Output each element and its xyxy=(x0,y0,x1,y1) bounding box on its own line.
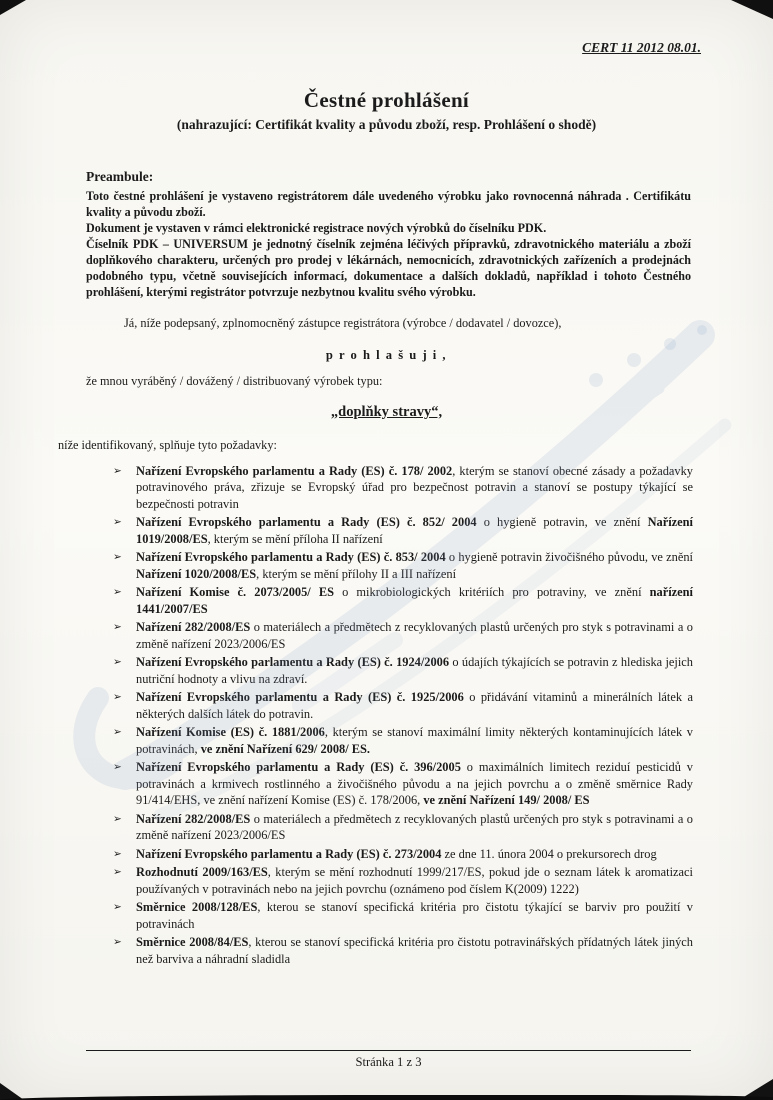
arrow-bullet-icon: ➢ xyxy=(113,761,122,774)
declaration-verb: p r o h l a š u j i , xyxy=(325,347,448,362)
requirement-text: Nařízení 282/2008/ES o materiálech a předmětech z recyklovaných plastů určených pro styk s potravinami a o změně nařízení 2023/2006/ES xyxy=(136,620,693,651)
cert-reference-text: CERT 11 2012 08.01. xyxy=(582,40,701,55)
requirement-text: Nařízení Evropského parlamentu a Rady (ES) č. 1924/2006 o údajích týkajících se potravin z hlediska jejich nutriční hodnoty a vlivu na zdraví. xyxy=(136,655,693,686)
requirement-text: Nařízení Evropského parlamentu a Rady (ES) č. 178/ 2002, kterým se stanoví obecné zásady a požadavky potravinového práva, zřizuje se Evropský úřad pro bezpečnost potravin a stanoví se postupy týkající se bezpečnosti potravin xyxy=(136,463,693,511)
requirement-item xyxy=(113,514,693,547)
page-footer xyxy=(86,1050,691,1070)
requirement-item xyxy=(113,811,693,844)
requirement-text: Nařízení Evropského parlamentu a Rady (ES) č. 396/2005 o maximálních limitech reziduí pesticidů v potravinách a krmivech rostlinného a živočišného původu a na jejich povrchu a o změně směrnice Rady 91/414/EHS, ve znění nařízení Komise (ES) č. 178/2006, ve znění Nařízení 149/ 2008/ ES xyxy=(136,760,694,808)
requirement-text: Rozhodnutí 2009/163/ES, kterým se mění rozhodnutí 1999/217/ES, pokud jde o seznam látek k aromatizaci používaných v potravinách nebo na jejich povrchu (oznámeno pod číslem K(2009) 1222) xyxy=(136,865,693,896)
arrow-bullet-icon: ➢ xyxy=(113,726,122,739)
preamble-paragraph: Dokument je vystaven v rámci elektronické registrace nových výrobků do číselníku PDK. xyxy=(86,221,547,236)
requirement-item xyxy=(113,759,693,809)
requirement-text: Směrnice 2008/128/ES, kterou se stanoví specifická kritéria pro čistotu týkající se barviv pro použití v potravinách xyxy=(136,900,693,931)
arrow-bullet-icon: ➢ xyxy=(113,847,122,860)
arrow-bullet-icon: ➢ xyxy=(113,901,122,914)
product-type-line: že mnou vyráběný / dovážený / distribuovaný výrobek typu: xyxy=(86,373,383,388)
requirement-item xyxy=(113,864,693,897)
requirement-item xyxy=(113,463,693,513)
arrow-bullet-icon: ➢ xyxy=(113,691,122,704)
document-title: Čestné prohlášení xyxy=(303,88,470,112)
requirement-text: Nařízení Komise (ES) č. 1881/2006, kterým se stanoví maximální limity některých kontaminujících látek v potravinách, ve znění Nařízení 629/ 2008/ ES. xyxy=(136,725,693,756)
arrow-bullet-icon: ➢ xyxy=(113,551,122,564)
arrow-bullet-icon: ➢ xyxy=(113,866,122,879)
requirement-text: Nařízení Komise č. 2073/2005/ ES o mikrobiologických kritériích pro potraviny, ve znění nařízení 1441/2007/ES xyxy=(136,585,693,616)
requirement-text: Nařízení Evropského parlamentu a Rady (ES) č. 273/2004 ze dne 11. února 2004 o prekursorech drog xyxy=(136,846,657,861)
preamble-paragraph: Číselník PDK – UNIVERSUM je jednotný číselník zejména léčivých přípravků, zdravotnického materiálu a zboží doplňkového charakteru, určených pro prodej v lékárnách, nemocnicích, zdravotnických zařízeních a prodejnách podobného typu, včetně souvisejících informací, dokumentace a dalších dokladů, například i tohoto Čestného prohlášení, kterými registrátor potvrzuje nezbytnou kvalitu svého výrobku. xyxy=(86,237,691,300)
arrow-bullet-icon: ➢ xyxy=(113,936,122,949)
arrow-bullet-icon: ➢ xyxy=(113,656,122,669)
page-number: Stránka 1 z 3 xyxy=(355,1055,422,1069)
requirement-item xyxy=(113,689,693,722)
scan-bottom-edge-artifact xyxy=(0,1095,773,1100)
preamble-paragraphs xyxy=(0,188,773,301)
declarant-intro: Já, níže podepsaný, zplnomocněný zástupce registrátora (výrobce / dodavatel / dovozce), xyxy=(124,315,562,330)
scan-corner-artifact-top-left xyxy=(0,0,26,15)
requirement-item xyxy=(113,584,693,617)
arrow-bullet-icon: ➢ xyxy=(113,464,122,477)
requirement-item xyxy=(113,619,693,652)
preamble-paragraph: Toto čestné prohlášení je vystaveno registrátorem dále uvedeného výrobku jako rovnocenná náhrada . Certifikátu kvality a původu zboží. xyxy=(86,189,691,220)
arrow-bullet-icon: ➢ xyxy=(113,621,122,634)
requirements-intro: níže identifikovaný, splňuje tyto požadavky: xyxy=(58,437,277,452)
requirement-item xyxy=(113,846,693,863)
requirement-item xyxy=(113,934,693,967)
footer-divider xyxy=(86,1050,691,1051)
scan-corner-artifact-top-right xyxy=(731,0,773,19)
requirement-item xyxy=(113,899,693,932)
requirement-text: Směrnice 2008/84/ES, kterou se stanoví specifická kritéria pro čistotu potravinářských přídatných látek jiných než barviva a náhradní sladidla xyxy=(136,935,693,966)
arrow-bullet-icon: ➢ xyxy=(113,586,122,599)
requirement-item xyxy=(113,724,693,757)
cert-reference xyxy=(0,0,773,56)
preamble-heading: Preambule: xyxy=(86,169,154,184)
requirement-text: Nařízení Evropského parlamentu a Rady (ES) č. 1925/2006 o přidávání vitaminů a minerálních látek a některých dalších látek do potravin. xyxy=(136,690,693,721)
requirement-text: Nařízení 282/2008/ES o materiálech a předmětech z recyklovaných plastů určených pro styk s potravinami a o změně nařízení 2023/2006/ES xyxy=(136,811,693,843)
product-type: „doplňky stravy“, xyxy=(330,403,443,420)
document-subtitle: (nahrazující: Certifikát kvality a původu zboží, resp. Prohlášení o shodě) xyxy=(176,117,597,132)
arrow-bullet-icon: ➢ xyxy=(113,516,122,529)
requirement-text: Nařízení Evropského parlamentu a Rady (ES) č. 852/ 2004 o hygieně potravin, ve znění Nařízení 1019/2008/ES, kterým se mění příloha II nařízení xyxy=(136,515,693,546)
requirement-text: Nařízení Evropského parlamentu a Rady (ES) č. 853/ 2004 o hygieně potravin živočišného původu, ve znění Nařízení 1020/2008/ES, kterým se mění přílohy II a III nařízení xyxy=(136,550,693,581)
requirement-item xyxy=(113,654,693,687)
arrow-bullet-icon: ➢ xyxy=(113,812,122,825)
requirements-list xyxy=(113,463,693,968)
requirement-item xyxy=(113,549,693,582)
